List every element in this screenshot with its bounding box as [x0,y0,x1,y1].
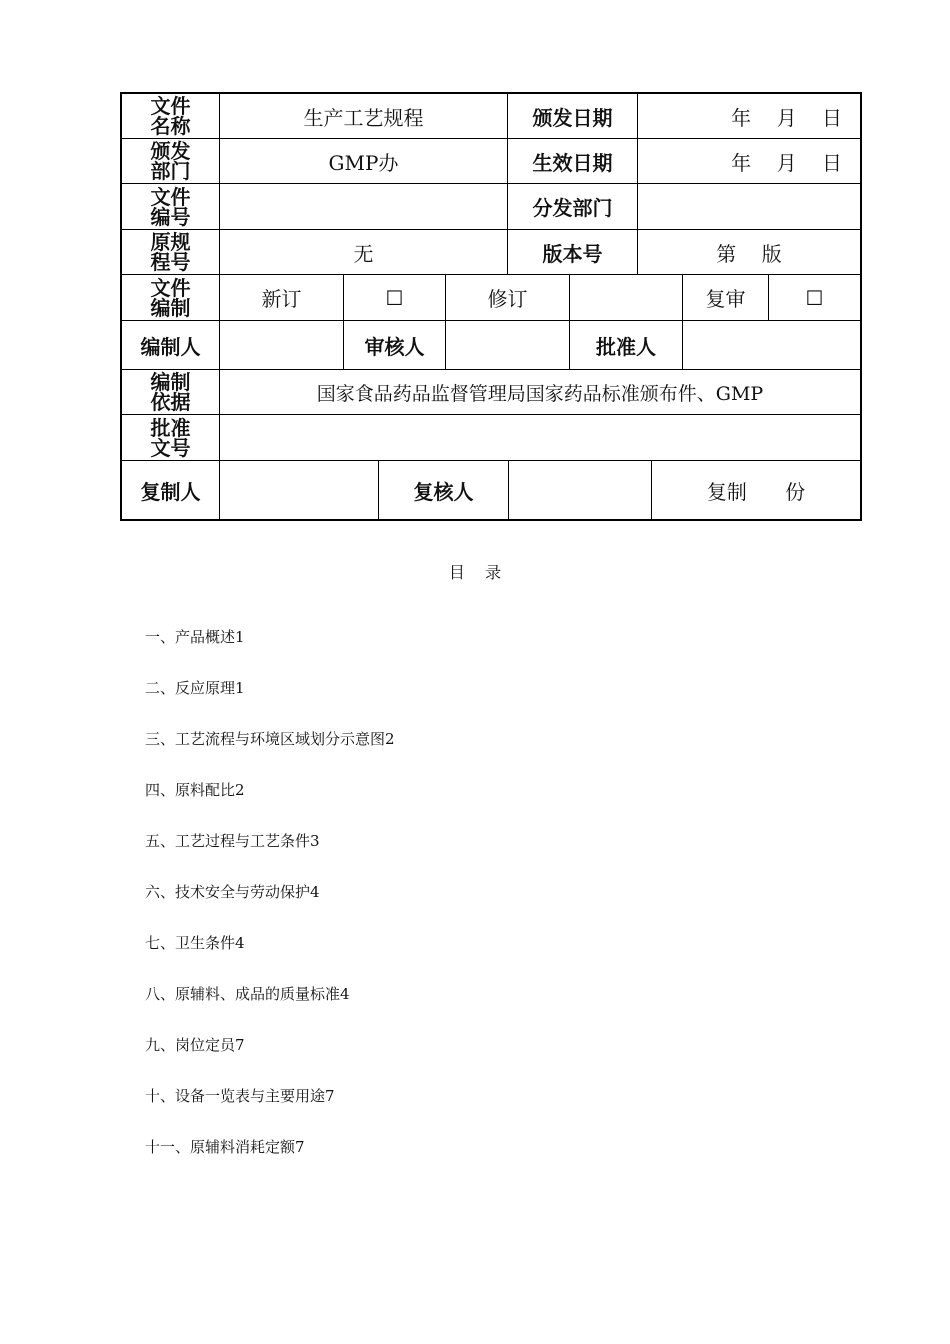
toc-item[interactable]: 十、设备一览表与主要用途7 [145,1087,335,1105]
label-distribution-department: 分发部门 [532,196,613,220]
label-line: 颁发 [150,139,191,163]
label-original-procedure-number [122,230,219,274]
checkbox-revision[interactable] [570,275,682,320]
label-approver: 批准人 [596,334,656,359]
label-copier: 复制人 [140,479,201,504]
label-document-preparation [122,275,219,320]
toc-item[interactable]: 五、工艺过程与工艺条件3 [145,832,320,850]
option-new: 新订 [261,287,302,311]
toc-item[interactable]: 六、技术安全与劳动保护4 [145,883,320,901]
label-document-name [122,94,219,138]
value-document-number [220,184,507,229]
value-preparation-basis: 国家食品药品监督管理局国家药品标准颁布件、GMP [316,382,764,405]
value-issue-date: 年 月 日 [731,105,842,130]
label-line: 文件 [150,94,191,118]
label-line: 原规 [150,230,191,254]
label-preparer: 编制人 [140,334,201,359]
label-line: 文号 [150,435,191,460]
label-issue-date: 颁发日期 [532,105,613,130]
label-line: 名称 [150,114,191,138]
toc-title: 目 录 [448,563,502,582]
label-line: 编制 [150,295,191,320]
label-document-number [122,184,219,229]
label-version-number: 版本号 [542,241,603,266]
label-line: 部门 [150,159,191,183]
value-copies: 复制 份 [706,479,806,504]
value-issuing-department: GMP办 [328,150,399,175]
label-checker: 复核人 [413,479,474,504]
toc-item[interactable]: 一、产品概述1 [145,628,245,646]
checkbox-new[interactable]: ☐ [385,285,404,310]
label-line: 依据 [150,390,191,414]
label-effective-date: 生效日期 [532,150,613,175]
label-line: 编号 [150,204,191,229]
toc-item[interactable]: 十一、原辅料消耗定额7 [145,1138,305,1156]
label-line: 编制 [150,370,191,394]
option-review: 复审 [705,287,746,311]
value-original-procedure-number: 无 [353,241,374,266]
value-approval-number [220,415,860,460]
label-line: 程号 [150,250,191,274]
value-checker [509,461,651,519]
toc-item[interactable]: 二、反应原理1 [145,679,245,697]
value-reviewer [446,321,569,369]
value-copier [220,461,378,519]
value-effective-date: 年 月 日 [731,150,842,175]
table-border-right [860,92,862,521]
toc-item[interactable]: 三、工艺流程与环境区域划分示意图2 [145,730,395,748]
option-revision: 修订 [487,287,528,311]
value-approver [683,321,860,369]
value-distribution-department [638,184,860,229]
value-version-number: 第 版 [716,241,782,266]
toc-item[interactable]: 七、卫生条件4 [145,934,245,952]
label-line: 批准 [150,415,191,440]
toc-item[interactable]: 八、原辅料、成品的质量标准4 [145,985,350,1003]
label-issuing-department [122,139,219,183]
label-line: 文件 [150,275,191,300]
value-preparer [220,321,343,369]
label-approval-number [122,415,219,460]
label-preparation-basis [122,370,219,414]
toc-item[interactable]: 四、原料配比2 [145,781,245,799]
label-reviewer: 审核人 [364,334,425,359]
label-line: 文件 [150,184,191,209]
table-border-bottom [120,519,862,521]
toc-item[interactable]: 九、岗位定员7 [145,1036,245,1054]
value-document-name: 生产工艺规程 [303,105,424,130]
checkbox-review[interactable]: ☐ [805,285,824,310]
